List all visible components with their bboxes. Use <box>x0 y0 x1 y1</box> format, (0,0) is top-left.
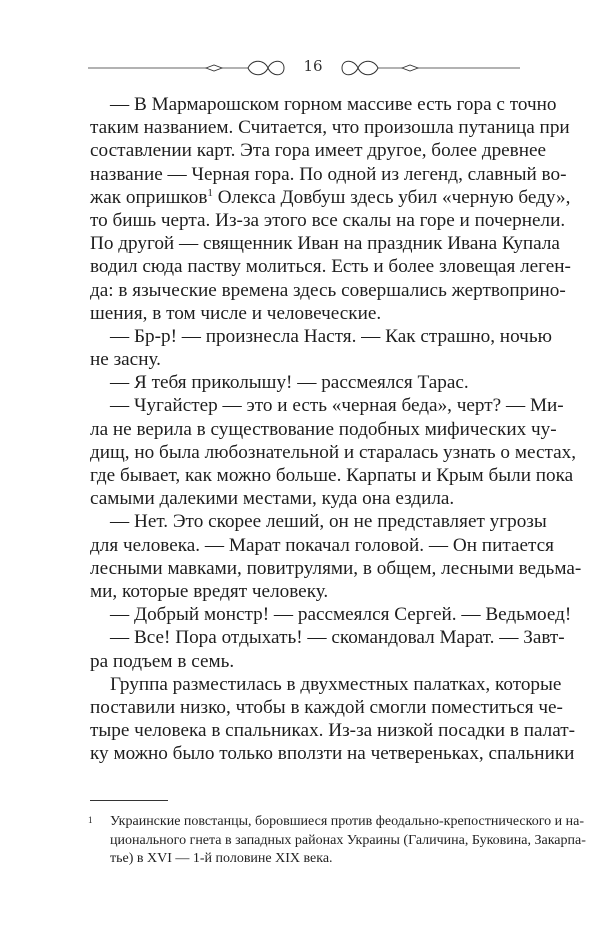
line-text-continued: Олекса Довбуш здесь убил «черную беду», <box>212 186 571 208</box>
text-line <box>90 186 571 209</box>
footnote-line: тье) в XVI — 1-й половине XIX века. <box>110 851 333 866</box>
line-text: название — Черная гора. По одной из легенд, славный во- <box>90 163 567 185</box>
line-text: лесными мавками, повитрулями, в общем, лесными ведьма- <box>90 557 582 579</box>
text-line <box>90 163 567 186</box>
text-line <box>90 232 560 255</box>
body-text <box>90 93 582 765</box>
text-line <box>90 348 520 371</box>
text-line <box>90 325 552 348</box>
footnote <box>88 813 586 869</box>
text-line <box>90 93 557 116</box>
footnote-body <box>90 813 586 869</box>
footnote-divider <box>90 800 168 801</box>
text-line <box>90 557 582 580</box>
line-text: где бывает, как можно больше. Карпаты и Крым были пока <box>90 465 574 486</box>
running-header <box>88 56 520 80</box>
line-text: таким названием. Считается, что произошла путаница при <box>90 117 570 139</box>
text-line <box>90 139 547 162</box>
text-line <box>90 673 562 696</box>
page-number: 16 <box>303 57 323 75</box>
text-line <box>90 394 564 417</box>
ornament-left-icon <box>88 56 288 80</box>
footnote-reference: 1 <box>207 186 213 199</box>
text-line <box>90 279 566 302</box>
line-text: поставили низко, чтобы в каждой смогли поместиться че- <box>90 696 563 718</box>
line-text: По другой — священник Иван на праздник Ивана Купала <box>90 233 560 255</box>
line-text: — В Мармарошском горном массиве есть гора с точно <box>110 94 557 115</box>
line-text: ми, которые вредят человеку. <box>90 580 329 602</box>
line-text: — Добрый монстр! — рассмеялся Сергей. — Ведьмоед! <box>110 604 572 626</box>
line-text: самыми далекими местами, куда она ездила. <box>90 488 455 510</box>
text-line <box>90 418 557 441</box>
text-line <box>90 742 575 765</box>
ornament-right-icon <box>338 56 520 80</box>
line-text: да: в языческие времена здесь совершались жертвоприно- <box>90 279 566 301</box>
text-line <box>90 626 565 649</box>
text-line <box>90 603 572 626</box>
text-line <box>90 464 574 487</box>
footnote-marker: 1 <box>88 815 93 825</box>
line-text: жак опришков <box>90 186 208 208</box>
text-line <box>90 650 520 673</box>
footnote-line: Украинские повстанцы, боровшиеся против феодально-крепостнического и на- <box>110 814 584 829</box>
line-text: водил сюда паству молиться. Есть и более зловещая леген- <box>90 256 571 278</box>
line-text: ла не верила в существование подобных мифических чу- <box>90 418 557 440</box>
line-text: — Я тебя приколышу! — рассмеялся Тарас. <box>110 372 469 394</box>
line-text: для человека. — Марат покачал головой. — Он питается <box>90 534 554 556</box>
text-line <box>90 371 520 394</box>
line-text: — Нет. Это скорее леший, он не представляет угрозы <box>110 511 547 533</box>
text-line <box>90 580 520 603</box>
line-text: то бишь черта. Из-за этого все скалы на горе и почернели. <box>90 209 566 231</box>
footnote-line: ционального гнета в западных районах Украины (Галичина, Буковина, Закарпа- <box>110 832 586 848</box>
line-text: Группа разместилась в двухместных палатках, которые <box>110 673 562 695</box>
text-line <box>90 116 570 139</box>
line-text: тыре человека в спальниках. Из-за низкой посадки в палат- <box>90 720 576 742</box>
line-text: шения, в том числе и человеческие. <box>90 302 382 324</box>
text-line <box>90 696 563 719</box>
line-text: — Бр-р! — произнесла Настя. — Как страшно, ночью <box>110 325 552 347</box>
text-line <box>90 510 547 533</box>
line-text: не засну. <box>90 349 161 371</box>
line-text: — Все! Пора отдыхать! — скомандовал Марат. — Завт- <box>110 627 565 649</box>
line-text: составлении карт. Эта гора имеет другое, более древнее <box>90 140 547 162</box>
text-line <box>90 209 566 232</box>
text-line <box>90 719 576 742</box>
text-line <box>90 487 520 510</box>
line-text: ку можно было только вползти на четвереньках, спальники <box>90 743 575 765</box>
text-line <box>90 255 571 278</box>
line-text: ра подъем в семь. <box>90 650 235 672</box>
text-line <box>90 534 554 557</box>
line-text: — Чугайстер — это и есть «черная беда», черт? — Ми- <box>110 395 564 417</box>
line-text: дищ, но была любознательной и старалась узнать о местах, <box>90 441 577 463</box>
text-line <box>90 302 520 325</box>
text-line <box>90 441 577 464</box>
